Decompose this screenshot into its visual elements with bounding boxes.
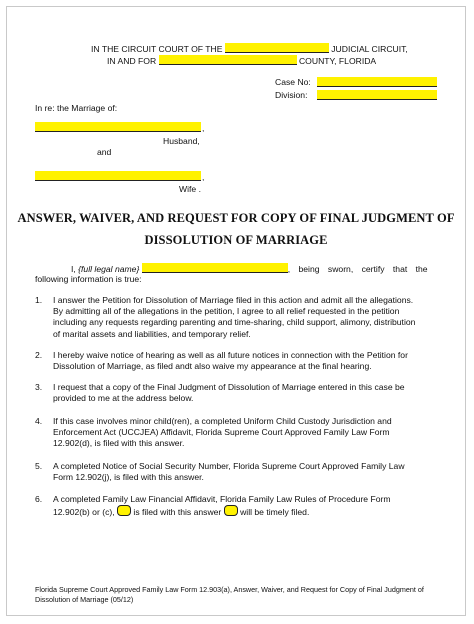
in-re-label: In re: the Marriage of: — [35, 103, 118, 113]
document-page: IN THE CIRCUIT COURT OF THE JUDICIAL CIRCUIT, IN AND FOR COUNTY, FLORIDA Case No: Division: In re: the Marriage of: , Husband, and , Wife . ANSWER, WAIVER, AND REQUEST FOR COPY OF FINAL JUDGMENT OF DISSOLUTION OF MARRIAGE I, {full legal name} , being sworn, certify that the following information is true: 1. I answer the Petition for Dissolution of Marriage filed in this action and admit all the allegations. By admitting all of the allegations in the petition, I agree to all relief requested in the petition including any requests regarding parenting and time-sharing, child support, alimony, distribution of marital assets and liabilities, and temporary relief. 2. I hereby waive notice of hearing as well as all future notices in connection with the Petition for Dissolution of Marriage, as filed andt also waive my appearance at the final hearing. 3. I request that a copy of the Final Judgment of Dissolution of Marriage entered in this case be provided to me at the address below. 4. If this case involves minor child(ren), a completed Uniform Child Custody Jurisdiction and Enforcement Act (UCCJEA) Affidavit, Florida Supreme Court Approved Family Law Form 12.902(d), is filed with this answer. 5. A completed Notice of Social Security Number, Florida Supreme Court Approved Family Law Form 12.902(j), is filed with this answer. 6. A completed Family Law Financial Affidavit, Florida Family Law Rules of Procedure Form 12.902(b) or (c), is filed with this answer will be timely filed. Florida Supreme Court Approved Family Law Form 12.903(a), Answer, Waiver, and Request for Copy of Final Judgment of Dissolution of Marriage (05/12) — [6, 6, 466, 616]
court-line-2: IN AND FOR COUNTY, FLORIDA — [107, 56, 377, 66]
intro-line: I, {full legal name} , being sworn, certify that the — [71, 264, 428, 274]
division-field[interactable] — [317, 90, 437, 100]
intro-line-2: following information is true: — [35, 274, 142, 284]
wife-name-field[interactable] — [35, 171, 201, 181]
document-title-line-1: ANSWER, WAIVER, AND REQUEST FOR COPY OF FINAL JUDGMENT OF — [17, 211, 455, 225]
filed-with-answer-checkbox[interactable] — [117, 505, 131, 516]
item-5: 5. A completed Notice of Social Security Number, Florida Supreme Court Approved Family Law Form 12.902(j), is filed with this answer. — [35, 461, 405, 483]
husband-name-field[interactable] — [35, 122, 201, 132]
document-title-line-2: DISSOLUTION OF MARRIAGE — [144, 233, 328, 247]
court-line-1: IN THE CIRCUIT COURT OF THE JUDICIAL CIRCUIT, — [91, 44, 408, 54]
circuit-field[interactable] — [225, 43, 329, 53]
division-row: Division: — [275, 90, 308, 100]
county-field[interactable] — [159, 55, 297, 65]
item-1: 1. I answer the Petition for Dissolution of Marriage filed in this action and admit all the allegations. By admitting all of the allegations in the petition, I agree to all relief requested in the petition including any requests regarding parenting and time-sharing, child support, alimony, distribution of marital assets and liabilities, and temporary relief. — [35, 295, 416, 339]
case-no-row: Case No: — [275, 77, 311, 87]
husband-label: Husband, — [163, 136, 200, 146]
item-4: 4. If this case involves minor child(ren), a completed Uniform Child Custody Jurisdiction and Enforcement Act (UCCJEA) Affidavit, Florida Supreme Court Approved Family Law Form 12.902(d), is filed with this answer. — [35, 416, 392, 449]
item-3: 3. I request that a copy of the Final Judgment of Dissolution of Marriage entered in this case be provided to me at the address below. — [35, 382, 405, 404]
item-2: 2. I hereby waive notice of hearing as well as all future notices in connection with the Petition for Dissolution of Marriage, as filed andt also waive my appearance at the final hearing. — [35, 350, 408, 372]
and-label: and — [97, 147, 112, 157]
timely-filed-checkbox[interactable] — [224, 505, 238, 516]
full-legal-name-field[interactable] — [142, 263, 288, 273]
item-6: 6. A completed Family Law Financial Affidavit, Florida Family Law Rules of Procedure Form 12.902(b) or (c), is filed with this answer will be timely filed. — [35, 494, 391, 518]
form-footer: Florida Supreme Court Approved Family Law Form 12.903(a), Answer, Waiver, and Request for Copy of Final Judgment of Dissolution of Marriage (05/12) — [35, 585, 424, 604]
wife-label: Wife . — [179, 184, 201, 194]
name-hint: {full legal name} — [78, 264, 140, 274]
case-no-field[interactable] — [317, 77, 437, 87]
